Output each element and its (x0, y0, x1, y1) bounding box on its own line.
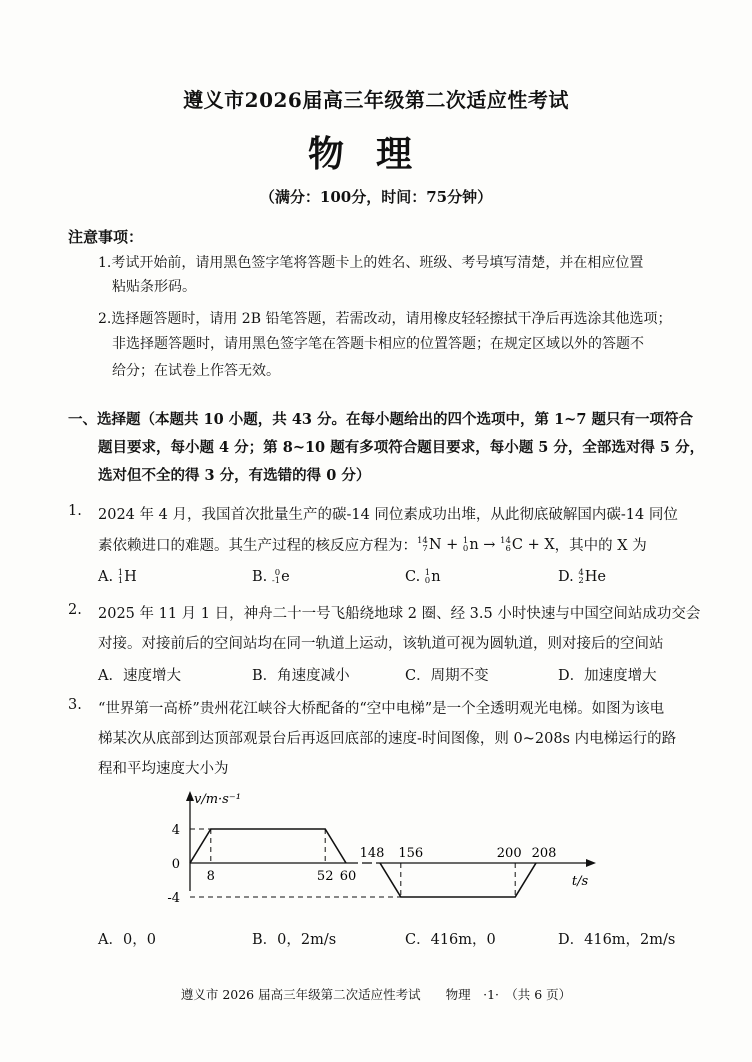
notice-line-5: 给分；在试卷上作答无效。 (112, 363, 280, 379)
series-line-2 (380, 863, 536, 897)
q2-line-1: 2025 年 11 月 1 日，神舟二十一号飞船绕地球 2 圈、经 3.5 小时快速与中国空间站成功交会 (98, 606, 701, 622)
q2-line-2: 对接。对接前后的空间站均在同一轨道上运动，该轨道可视为圆轨道，则对接后的空间站 (98, 636, 664, 652)
y-axis-label: v/m·s⁻¹ (194, 792, 241, 807)
q1-option-c: C. 1 0 n (405, 568, 441, 586)
y-tick-label: -4 (167, 891, 180, 906)
q1-option-a: A. 1 1 H (98, 568, 137, 586)
series-line-1 (190, 829, 346, 863)
x-tick-label: 148 (359, 846, 385, 861)
x-tick-label: 52 (316, 869, 334, 884)
notice-heading: 注意事项： (68, 228, 144, 246)
q3-line-2: 梯某次从底部到达顶部观景台后再返回底部的速度-时间图像，则 0~208s 内电梯运行的路 (98, 731, 677, 747)
q2-option-a: A．速度增大 (98, 668, 181, 684)
score-time-info: （满分：100分，时间：75分钟） (259, 188, 493, 206)
q2-option-b: B．角速度减小 (252, 668, 350, 684)
section-heading-line-1: 一、选择题（本题共 10 小题，共 43 分。在每小题给出的四个选项中，第 1~7 题只有一项符合 (68, 411, 693, 428)
q1-line-2-text: 素依赖进口的难题。其生产过程的核反应方程为： (98, 538, 417, 554)
q3-option-c: C．416m，0 (405, 932, 496, 948)
x-tick-label: 208 (531, 846, 557, 861)
exam-title: 遵义市2026届高三年级第二次适应性考试 (183, 88, 569, 112)
q3-option-b: B．0，2m/s (252, 932, 337, 948)
q2-option-d: D．加速度增大 (558, 668, 657, 684)
y-tick-label: 0 (171, 857, 180, 872)
q1-option-d: D. 4 2 He (558, 568, 606, 586)
q1-line-1: 2024 年 4 月，我国首次批量生产的碳-14 同位素成功出堆，从此彻底破解国内碳-14 同位 (98, 507, 678, 523)
q3-option-a: A．0，0 (98, 932, 156, 948)
section-heading-line-3: 选对但不全的得 3 分，有选错的得 0 分） (98, 467, 371, 484)
q1-number: 1. (68, 503, 82, 519)
page-footer: 遵义市 2026 届高三年级第二次适应性考试 物理 ·1· （共 6 页） (180, 987, 572, 1002)
y-axis-arrow (186, 791, 194, 801)
notice-line-4: 非选择题答题时，请用黑色签字笔在答题卡相应的位置答题；在规定区域以外的答题不 (112, 336, 644, 352)
x-tick-label: 156 (398, 846, 424, 861)
y-tick-label: 4 (171, 823, 180, 838)
q3-option-d: D．416m，2m/s (558, 932, 676, 948)
notice-line-3: 2.选择题答题时，请用 2B 铅笔答题，若需改动，请用橡皮轻轻擦拭干净后再选涂其他选项； (98, 311, 672, 327)
q2-option-c: C．周期不变 (405, 668, 489, 684)
subject-title: 物理 (307, 133, 444, 175)
notice-line-2: 粘贴条形码。 (112, 279, 196, 295)
section-heading-line-2: 题目要求，每小题 4 分；第 8~10 题有多项符合题目要求，每小题 5 分，全部选对得 5 分， (98, 439, 705, 456)
velocity-time-graph (150, 785, 610, 915)
x-axis-arrow (586, 859, 596, 867)
x-tick-label: 200 (496, 846, 522, 861)
q3-line-1: “世界第一高桥”贵州花江峡谷大桥配备的“空中电梯”是一个全透明观光电梯。如图为该电 (98, 701, 665, 717)
x-tick-label: 60 (339, 869, 357, 884)
q1-option-b: B. 0 -1 e (252, 568, 290, 586)
nuclear-equation: 14 7 N + 1 0 n → 14 6 C + X (417, 535, 555, 554)
x-tick-label: 8 (206, 869, 215, 884)
q1-line-2 (98, 534, 647, 555)
notice-line-1: 1.考试开始前，请用黑色签字笔将答题卡上的姓名、班级、考号填写清楚，并在相应位置 (98, 255, 644, 271)
q3-line-3: 程和平均速度大小为 (98, 761, 229, 777)
q3-number: 3. (68, 697, 82, 713)
q2-number: 2. (68, 602, 82, 618)
x-axis-label: t/s (571, 874, 589, 889)
q1-line-2-tail: ，其中的 X 为 (554, 538, 647, 554)
